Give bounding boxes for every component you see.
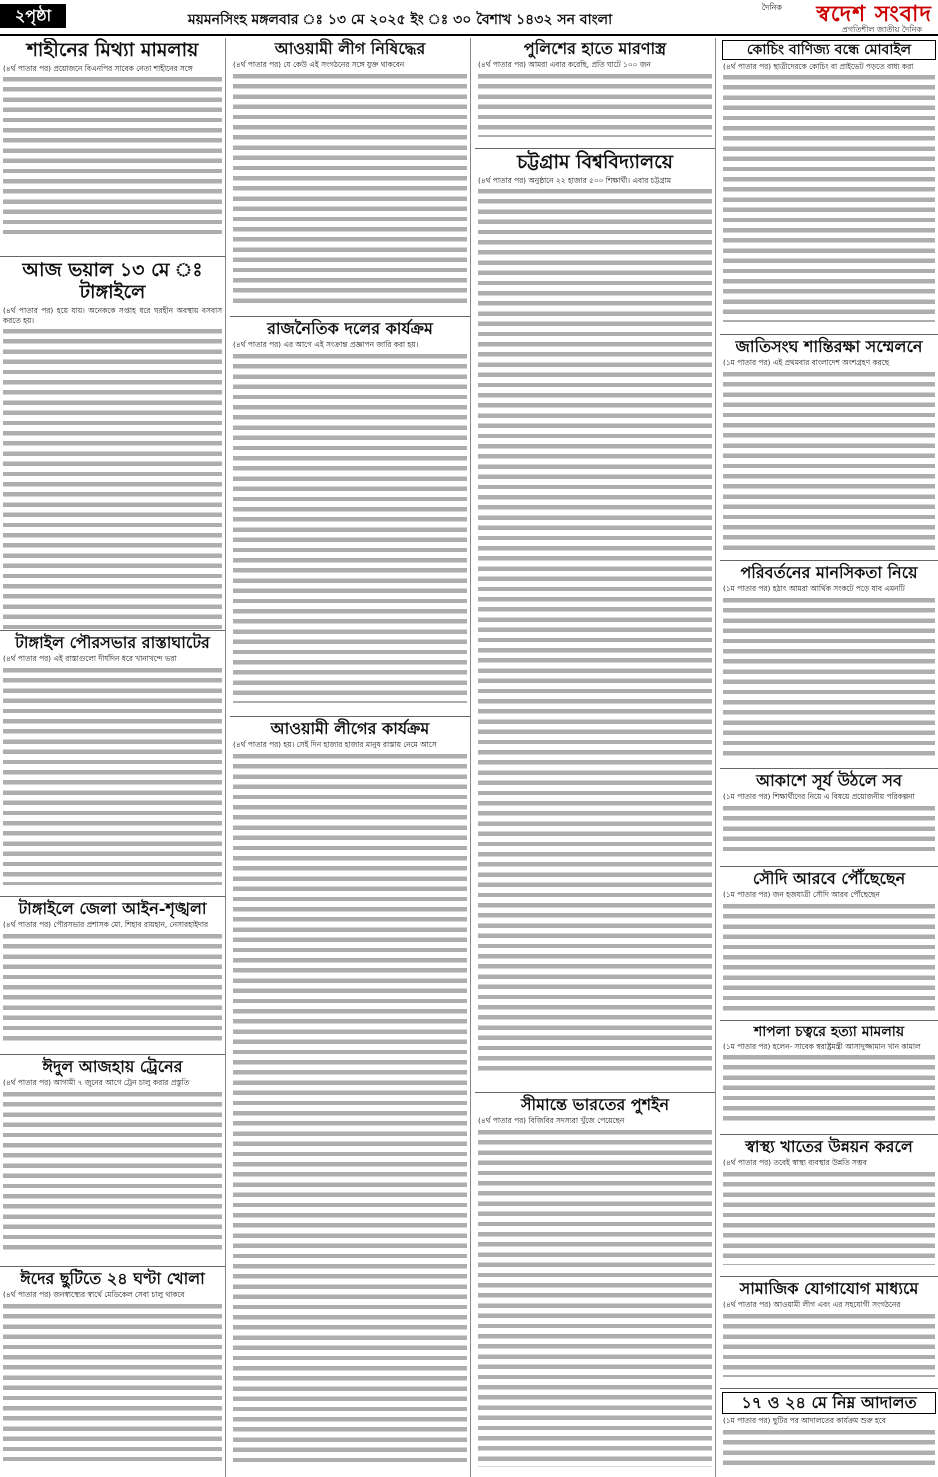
- article-law-order: [0, 898, 225, 1055]
- headline: আজ ভয়াল ১৩ মে ঃ টাঙ্গাইলে: [22, 259, 203, 303]
- article-body: [720, 901, 938, 1011]
- article-lead: (১ম পাতার পর) ছুটির পর আদালতের কার্যক্রম শুরু হবে: [723, 1416, 886, 1426]
- article-body: [720, 72, 938, 322]
- article-lower-courts: [720, 1390, 938, 1477]
- article-body: [720, 1169, 938, 1265]
- article-lead: (৪র্থ পাতার পর) বিজিবির সদস্যরা খুঁজে পেয়েছেন: [478, 1116, 625, 1126]
- article-lead: (১ম পাতার পর) এই প্রথমবার বাংলাদেশ অংশগ্রহণ করছে: [723, 358, 890, 368]
- article-lead: (৪র্থ পাতার পর) আমরা এবার করেছি, প্রতি ঘাটে ১০০ জন: [478, 60, 651, 70]
- article-lead: (৪র্থ পাতার পর) এর আগে এই সংক্রান্ত প্রজ্ঞাপন জারি করা হয়।: [233, 340, 419, 350]
- article-coaching-mobile: [720, 38, 938, 335]
- article-lead: (৪র্থ পাতার পর) আওয়ামী লীগ এবং এর সহযোগী সংগঠনের: [723, 1300, 901, 1310]
- article-body: [0, 931, 225, 1043]
- headline: টাঙ্গাইল পৌরসভার রাস্তাঘাটের: [15, 633, 210, 652]
- headline: আওয়ামী লীগ নিষিদ্ধের: [274, 39, 426, 58]
- article-health-sector: [720, 1136, 938, 1277]
- masthead: [0, 0, 938, 36]
- headline: সীমান্তে ভারতের পুশইন: [520, 1095, 670, 1114]
- article-body: [230, 751, 470, 1463]
- article-shahin-case: [0, 38, 225, 257]
- article-lead: (৪র্থ পাতার পর) যে কেউ এই সংগঠনের সঙ্গে যুক্ত থাকবেন: [233, 60, 405, 70]
- article-body: [475, 1127, 715, 1467]
- headline: আকাশে সূর্য উঠলে সব: [756, 771, 902, 790]
- article-body: [720, 595, 938, 757]
- article-body: [720, 369, 938, 551]
- headline: ঈদের ছুটিতে ২৪ ঘণ্টা খোলা: [20, 1269, 205, 1288]
- headline: টাঙ্গাইলে জেলা আইন-শৃঙ্খলা: [18, 899, 207, 918]
- article-lead: (৪র্থ পাতার পর) হয়। সেই দিন হাজার হাজার মানুষ রাস্তায় নেমে আসে: [233, 740, 437, 750]
- article-sun-rises: [720, 770, 938, 867]
- article-body: [230, 71, 470, 307]
- article-shapla-chattar: [720, 1022, 938, 1135]
- article-chittagong-university: [475, 150, 715, 1093]
- article-political-party: [230, 318, 470, 717]
- article-al-ban: [230, 38, 470, 317]
- headline: সৌদি আরবে পৌঁছেছেন: [752, 869, 906, 888]
- article-body: [0, 1301, 225, 1461]
- article-lead: (৪র্থ পাতার পর) এই রাস্তাগুলো দীর্ঘদিন ধরে খানাখন্দে ভরা: [3, 654, 177, 664]
- logo-title: স্বদেশ সংবাদ: [816, 1, 932, 27]
- article-eid-train: [0, 1056, 225, 1267]
- headline: শাপলা চত্বরে হত্যা মামলায়: [753, 1024, 905, 1040]
- logo-tagline: প্রগতিশীল জাতীয় দৈনিক: [841, 25, 922, 34]
- column-2: [230, 38, 471, 1477]
- article-lead: (১ম পাতার পর) শিক্ষার্থীদের নিয়ে এ বিষয়ে প্রয়োজনীয় পরিকল্পনা: [723, 792, 915, 802]
- headline: পরিবর্তনের মানসিকতা নিয়ে: [740, 563, 918, 582]
- article-body: [475, 71, 715, 137]
- article-tangail-roads: [0, 632, 225, 897]
- article-body: [0, 74, 225, 234]
- column-4: [720, 38, 938, 1477]
- newspaper-logo: [742, 2, 932, 32]
- article-lead: (৪র্থ পাতার পর) তবেই স্বাস্থ্য ব্যবস্থার উন্নতি সম্ভব: [723, 1158, 867, 1168]
- article-border-pushin: [475, 1094, 715, 1477]
- headline: ঈদুল আজহায় ট্রেনের: [42, 1057, 183, 1076]
- article-body: [720, 1052, 938, 1124]
- article-lead: (৪র্থ পাতার পর) ছাত্রীদেরকে কোচিং বা প্রাইভেট পড়তে বাধ্য করা: [723, 62, 914, 72]
- article-body: [720, 1311, 938, 1377]
- article-lead: (৪র্থ পাতার পর) অনুষ্ঠানে ২২ হাজার ৫০০ শিক্ষার্থী। এবার চট্টগ্রাম: [478, 175, 672, 185]
- article-lead: (৪র্থ পাতার পর) প্রয়োজনে বিএনপির সাবেক নেতা শাহীনের সঙ্গে: [3, 63, 193, 73]
- headline: চট্টগ্রাম বিশ্ববিদ্যালয়ে: [517, 151, 673, 173]
- article-change-mindset: [720, 562, 938, 769]
- article-lead: (৪র্থ পাতার পর) হয়ে যায়। অনেককে সপ্তাহ ধরে ঘরহীন অবস্থায় বসবাস করতে হয়।: [3, 305, 222, 325]
- date-line: ময়মনসিংহ মঙ্গলবার ঃ ১৩ মে ২০২৫ ইং ঃ ৩০ বৈশাখ ১৪৩২ সন বাংলা: [187, 12, 613, 28]
- page-number-badge: ২পৃষ্ঠা: [0, 4, 66, 28]
- column-1: [0, 38, 226, 1477]
- article-lead: (১ম পাতার পর) জন হজযাত্রী সৌদি আরব পৌঁছেছেন: [723, 890, 880, 900]
- headline: জাতিসংঘ শান্তিরক্ষা সম্মেলনে: [735, 337, 923, 356]
- headline: আওয়ামী লীগের কার্যক্রম: [270, 719, 430, 738]
- article-lead: (১ম পাতার পর) হঠাৎ আমরা আর্থিক সংকটে পড়ে যাব এমনটি: [723, 584, 905, 594]
- logo-prefix: দৈনিক: [761, 3, 782, 12]
- article-al-activities: [230, 718, 470, 1477]
- article-eid-24h-open: [0, 1268, 225, 1477]
- article-body: [475, 186, 715, 1076]
- article-body: [720, 803, 938, 857]
- article-saudi-hajj: [720, 868, 938, 1021]
- headline: সামাজিক যোগাযোগ মাধ্যমে: [739, 1279, 919, 1298]
- article-lead: (৪র্থ পাতার পর) জনস্বাস্থ্যের স্বার্থে মেডিকেল সেবা চালু থাকবে: [3, 1290, 185, 1300]
- article-body: [720, 1427, 938, 1467]
- article-body: [230, 351, 470, 703]
- column-3: [475, 38, 716, 1477]
- article-may13-tangail: [0, 258, 225, 631]
- article-lead: (৪র্থ পাতার পর) পৌরসভার প্রশাসক মো. শিহাব রায়হান, নেসারহাইদার: [3, 920, 209, 930]
- headline: রাজনৈতিক দলের কার্যক্রম: [267, 319, 433, 338]
- article-lead: (১ম পাতার পর) হলেন- সাবেক স্বরাষ্ট্রমন্ত্রী আসাদুজ্জামান খান কামাল: [723, 1042, 921, 1052]
- headline: স্বাস্থ্য খাতের উন্নয়ন করলে: [745, 1137, 913, 1156]
- headline: পুলিশের হাতে মারণাস্ত্র: [523, 39, 667, 58]
- article-un-peacekeeping: [720, 336, 938, 561]
- headline: কোচিং বাণিজ্য বন্ধে মোবাইল: [722, 40, 936, 60]
- article-body: [0, 1089, 225, 1255]
- headline: ১৭ ও ২৪ মে নিম্ন আদালত: [722, 1392, 936, 1414]
- headline: শাহীনের মিথ্যা মামলায়: [26, 39, 199, 61]
- article-police-weapons: [475, 38, 715, 149]
- article-body: [0, 326, 225, 631]
- article-body: [0, 665, 225, 885]
- article-social-media: [720, 1278, 938, 1389]
- article-lead: (৪র্থ পাতার পর) আগামী ৭ জুনের আগে ট্রেন চালু করার প্রস্তুতি: [3, 1078, 190, 1088]
